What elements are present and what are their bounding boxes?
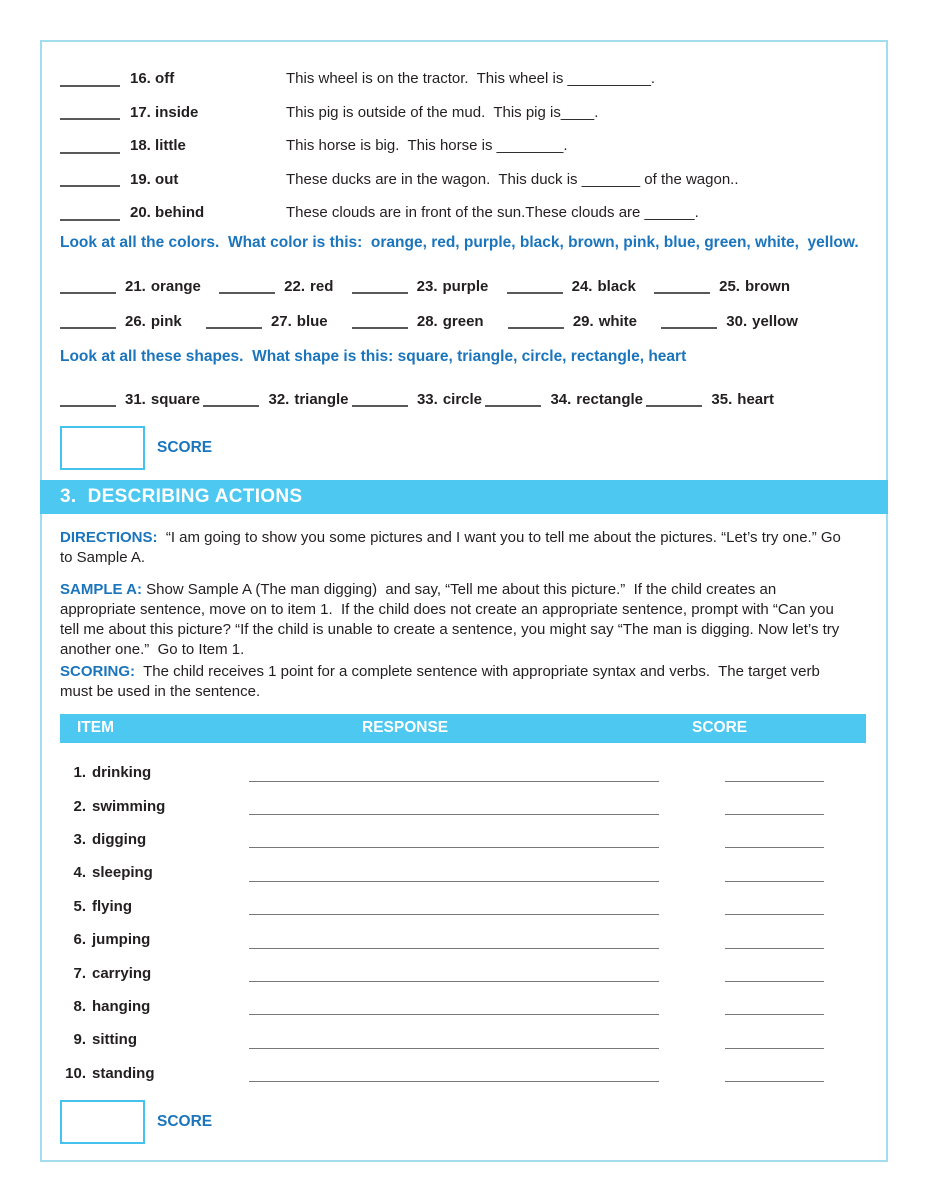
answer-blank <box>219 282 275 294</box>
action-item-6: 6. jumping <box>60 923 868 956</box>
shape-item-32: 32. triangle <box>203 387 348 411</box>
actions-table-header <box>60 714 866 743</box>
item-prompt: These clouds are in front of the sun.These clouds are ______. <box>286 204 699 222</box>
directions-label: DIRECTIONS: <box>60 529 158 546</box>
scoring-text: The child receives 1 point for a complete sentence with appropriate syntax and verbs. The target verb must be used in the sentence. <box>60 663 824 700</box>
score-box-label: SCORE <box>157 1113 213 1130</box>
response-line <box>249 937 659 949</box>
action-item-2: 2. swimming <box>60 789 868 822</box>
action-item-10: 10. standing <box>60 1057 868 1090</box>
directions-paragraph <box>60 528 854 568</box>
answer-blank <box>507 282 563 294</box>
column-header-item: ITEM <box>77 719 115 736</box>
answer-blank <box>60 108 120 120</box>
response-line <box>249 836 659 848</box>
response-line <box>249 1003 659 1015</box>
color-item-29: 29. white <box>508 309 637 333</box>
item-label: 20. behind <box>130 204 205 222</box>
preposition-item-20 <box>60 196 868 230</box>
color-item-24: 24. black <box>507 274 636 298</box>
score-entry-box <box>60 1100 145 1144</box>
preposition-item-17 <box>60 96 868 130</box>
score-line <box>725 903 824 915</box>
answer-blank <box>646 395 702 407</box>
colors-row-1 <box>60 274 790 298</box>
directions-text: “I am going to show you some pictures and I want you to tell me about the pictures. “Let’s try one.” Go to Sample A. <box>60 529 846 566</box>
score-line <box>725 1037 824 1049</box>
shape-item-33: 33. circle <box>352 387 482 411</box>
color-item-23: 23. purple <box>352 274 489 298</box>
response-line <box>249 803 659 815</box>
sample-a-text: Show Sample A (The man digging) and say, “Tell me about this picture.” If the child creates an appropriate sentence, move on to item 1. If the child does not create an appropriate sentence, prompt with “Can you tell me about this picture? “If the child is unable to create a sentence, you might say “The man is digging. Now let’s try another one.” Go to Item 1. <box>60 581 844 658</box>
answer-blank <box>661 317 717 329</box>
answer-blank <box>60 317 116 329</box>
sample-a-label: SAMPLE A: <box>60 581 142 598</box>
response-line <box>249 970 659 982</box>
action-item-1: 1. drinking <box>60 756 868 789</box>
answer-blank <box>60 175 120 187</box>
shapes-row <box>60 387 774 411</box>
item-prompt: This horse is big. This horse is ________. <box>286 137 568 155</box>
preposition-item-16 <box>60 62 868 96</box>
action-item-5: 5. flying <box>60 890 868 923</box>
response-line <box>249 903 659 915</box>
item-prompt: These ducks are in the wagon. This duck is _______ of the wagon.. <box>286 170 739 188</box>
preposition-item-18 <box>60 129 868 163</box>
answer-blank <box>352 317 408 329</box>
response-line <box>249 770 659 782</box>
score-line <box>725 937 824 949</box>
action-item-4: 4. sleeping <box>60 856 868 889</box>
colors-instruction: Look at all the colors. What color is this: orange, red, purple, black, brown, pink, blue, green, white, yellow. <box>60 234 859 251</box>
color-item-25: 25. brown <box>654 274 790 298</box>
answer-blank <box>352 395 408 407</box>
color-item-26: 26. pink <box>60 309 182 333</box>
color-item-22: 22. red <box>219 274 333 298</box>
item-label: 16. off <box>130 70 175 88</box>
action-item-9: 9. sitting <box>60 1023 868 1056</box>
item-prompt: This pig is outside of the mud. This pig is____. <box>286 103 599 121</box>
score-entry-box <box>60 426 145 470</box>
score-line <box>725 870 824 882</box>
answer-blank <box>508 317 564 329</box>
column-header-score: SCORE <box>692 719 748 736</box>
color-item-21: 21. orange <box>60 274 201 298</box>
item-label: 17. inside <box>130 103 199 121</box>
shape-item-31: 31. square <box>60 387 200 411</box>
action-item-8: 8. hanging <box>60 990 868 1023</box>
action-item-7: 7. carrying <box>60 956 868 989</box>
action-item-3: 3. digging <box>60 823 868 856</box>
response-line <box>249 1037 659 1049</box>
answer-blank <box>352 282 408 294</box>
actions-table-body <box>60 756 868 1090</box>
answer-blank <box>60 142 120 154</box>
color-item-30: 30. yellow <box>661 309 798 333</box>
score-line <box>725 770 824 782</box>
form-page <box>40 40 888 1162</box>
shapes-instruction: Look at all these shapes. What shape is this: square, triangle, circle, rectangle, heart <box>60 348 687 365</box>
item-label: 18. little <box>130 137 186 155</box>
shape-item-35: 35. heart <box>646 387 774 411</box>
answer-blank <box>60 209 120 221</box>
prepositions-section <box>60 62 868 230</box>
item-prompt: This wheel is on the tractor. This wheel is __________. <box>286 70 656 88</box>
sample-a-paragraph <box>60 580 854 660</box>
item-label: 19. out <box>130 170 179 188</box>
score-line <box>725 970 824 982</box>
column-header-response: RESPONSE <box>362 719 449 736</box>
answer-blank <box>203 395 259 407</box>
score-line <box>725 1003 824 1015</box>
scoring-paragraph <box>60 662 854 702</box>
answer-blank <box>60 395 116 407</box>
score-line <box>725 1070 824 1082</box>
score-line <box>725 803 824 815</box>
section-3-title: 3. DESCRIBING ACTIONS <box>60 486 303 507</box>
scoring-label: SCORING: <box>60 663 135 680</box>
answer-blank <box>60 282 116 294</box>
answer-blank <box>206 317 262 329</box>
response-line <box>249 870 659 882</box>
color-item-27: 27. blue <box>206 309 328 333</box>
response-line <box>249 1070 659 1082</box>
color-item-28: 28. green <box>352 309 484 333</box>
score-box-label: SCORE <box>157 439 213 456</box>
score-line <box>725 836 824 848</box>
answer-blank <box>485 395 541 407</box>
answer-blank <box>654 282 710 294</box>
section-3-banner <box>40 480 888 514</box>
answer-blank <box>60 75 120 87</box>
shape-item-34: 34. rectangle <box>485 387 643 411</box>
preposition-item-19 <box>60 163 868 197</box>
colors-row-2 <box>60 309 798 333</box>
